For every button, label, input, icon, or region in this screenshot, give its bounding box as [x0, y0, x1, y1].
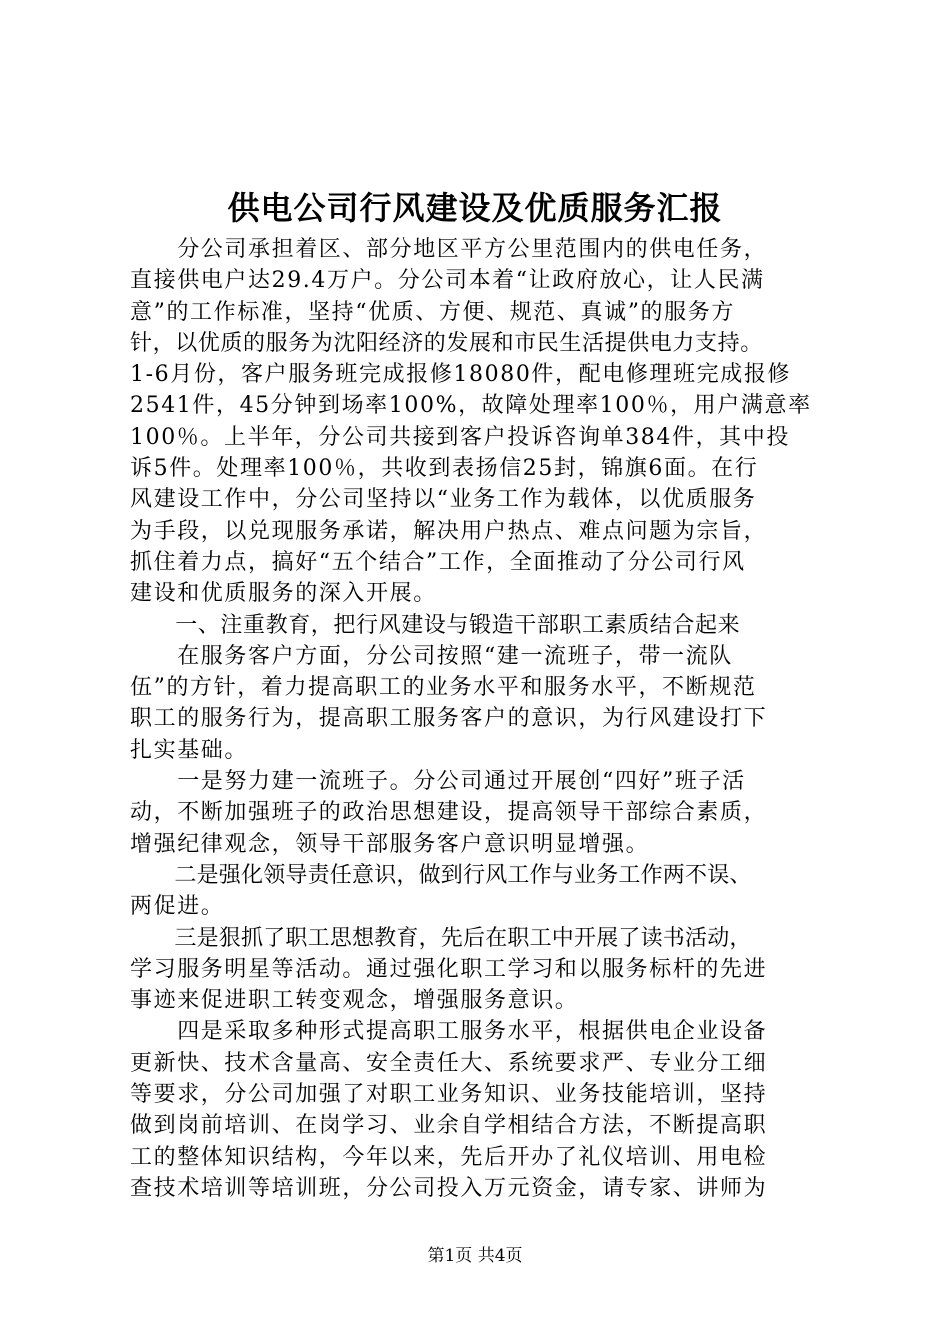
text-line: 工的整体知识结构，今年以来，先后开办了礼仪培训、用电检	[130, 1144, 768, 1170]
text-line: 针，以优质的服务为沈阳经济的发展和市民生活提供电力支持。	[130, 330, 763, 356]
text-line: 诉5件。处理率100％，共收到表扬信25封，锦旗6面。在行	[130, 456, 759, 482]
text-line: 学习服务明星等活动。通过强化职工学习和以服务标杆的先进	[130, 956, 768, 982]
text-line: 抓住着力点，搞好“五个结合”工作，全面推动了分公司行风	[130, 549, 746, 575]
text-line: 一是努力建一流班子。分公司通过开展创“四好”班子活	[130, 769, 746, 795]
document-title: 供电公司行风建设及优质服务汇报	[227, 189, 723, 227]
document-body	[130, 234, 854, 1204]
text-line: 三是狠抓了职工思想教育，先后在职工中开展了读书活动，	[130, 925, 752, 951]
page-number-footer: 第1页 共4页	[427, 1246, 523, 1266]
text-line: 等要求，分公司加强了对职工业务知识、业务技能培训，坚持	[130, 1082, 768, 1108]
text-line: 风建设工作中，分公司坚持以“业务工作为载体，以优质服务	[130, 487, 757, 513]
text-line: 做到岗前培训、在岗学习、业余自学相结合方法，不断提高职	[130, 1113, 768, 1139]
text-line: 职工的服务行为，提高职工服务客户的意识，为行风建设打下	[130, 706, 768, 732]
text-line: 1-6月份，客户服务班完成报修18080件，配电修理班完成报修	[130, 362, 792, 388]
text-line: 为手段，以兑现服务承诺，解决用户热点、难点问题为宗旨，	[130, 518, 768, 544]
text-line: 更新快、技术含量高、安全责任大、系统要求严、专业分工细	[130, 1050, 768, 1076]
text-line: 查技术培训等培训班，分公司投入万元资金，请专家、讲师为	[130, 1175, 768, 1201]
text-line: 100％。上半年，分公司共接到客户投诉咨询单384件，其中投	[130, 424, 790, 450]
text-line: 直接供电户达29.4万户。分公司本着“让政府放心，让人民满	[130, 268, 765, 294]
text-line: 建设和优质服务的深入开展。	[130, 581, 437, 607]
text-line: 事迹来促进职工转变观念，增强服务意识。	[130, 988, 579, 1014]
text-line: 2541件，45分钟到场率100%，故障处理率100％，用户满意率	[130, 393, 812, 419]
text-line: 四是采取多种形式提高职工服务水平，根据供电企业设备	[130, 1019, 768, 1045]
text-line: 意”的工作标准，坚持“优质、方便、规范、真诚”的服务方	[130, 299, 735, 325]
text-line: 分公司承担着区、部分地区平方公里范围内的供电任务，	[130, 237, 768, 262]
text-line: 动，不断加强班子的政治思想建设，提高领导干部综合素质，	[130, 800, 768, 826]
text-line: 在服务客户方面，分公司按照“建一流班子，带一流队	[130, 643, 733, 669]
text-line: 二是强化领导责任意识，做到行风工作与业务工作两不误、	[130, 862, 752, 888]
text-line: 增强纪律观念，领导干部服务客户意识明显增强。	[130, 831, 650, 857]
text-line: 扎实基础。	[130, 737, 249, 763]
text-line: 伍”的方针，着力提高职工的业务水平和服务水平，不断规范	[130, 675, 757, 701]
section-heading: 一、注重教育，把行风建设与锻造干部职工素质结合起来	[130, 612, 741, 638]
text-line: 两促进。	[130, 894, 225, 920]
